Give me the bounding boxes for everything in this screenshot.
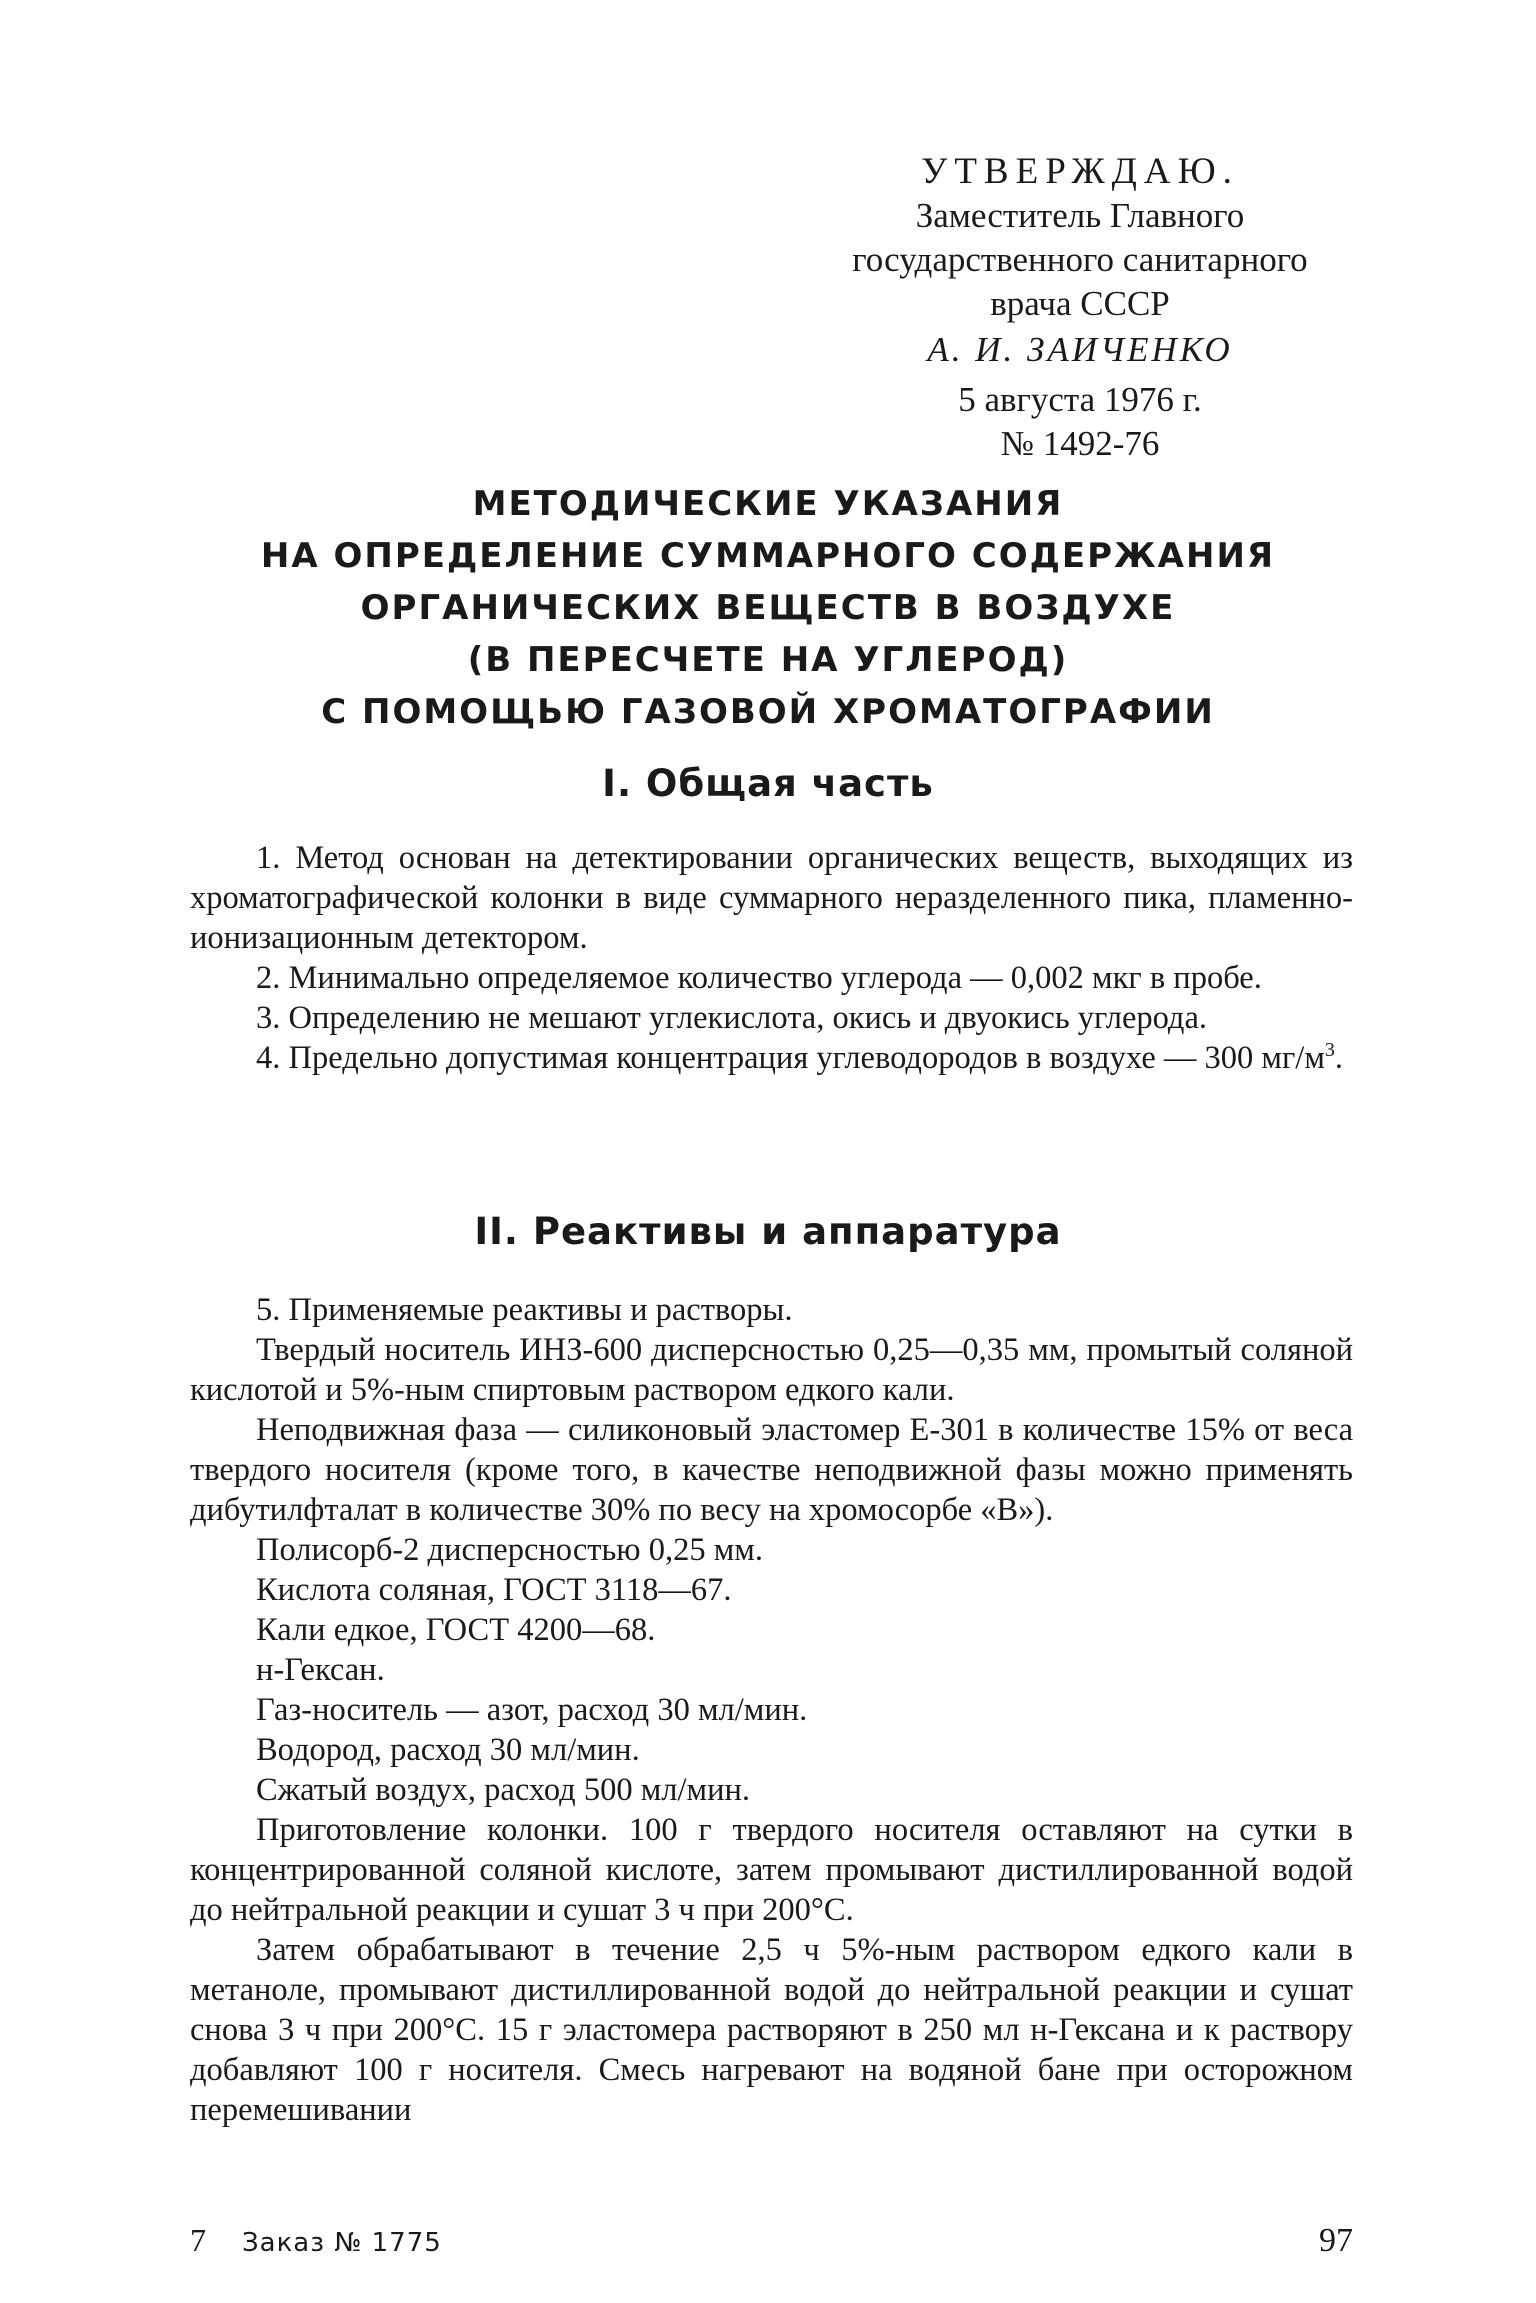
paragraph: н-Гексан.	[256, 1652, 385, 1688]
paragraph	[190, 1038, 1353, 1078]
paragraph: Полисорб-2 дисперсностью 0,25 мм.	[256, 1532, 763, 1568]
title-line: МЕТОДИЧЕСКИЕ УКАЗАНИЯ	[472, 484, 1064, 524]
page-number: 97	[1319, 2222, 1353, 2259]
title-line: С ПОМОЩЬЮ ГАЗОВОЙ ХРОМАТОГРАФИИ	[321, 692, 1215, 732]
paragraph: 5. Применяемые реактивы и растворы.	[256, 1292, 793, 1328]
section-reagents-body	[190, 1290, 1353, 2130]
footer-imprint	[190, 2222, 442, 2259]
approval-signer: А. И. ЗАИЧЕНКО	[927, 330, 1233, 369]
paragraph: Сжатый воздух, расход 500 мл/мин.	[256, 1772, 751, 1808]
approval-position-line3: врача СССР	[990, 284, 1170, 323]
order-number: Заказ № 1775	[242, 2228, 442, 2258]
approval-position-line1: Заместитель Главного	[915, 196, 1245, 235]
paragraph: 3. Определению не мешают углекислота, окись и двуокись углерода.	[256, 1000, 1208, 1036]
paragraph: Твердый носитель ИНЗ-600 дисперсностью 0,25—0,35 мм, промытый соляной кислотой и 5%-ным спиртовым раствором едкого кали.	[190, 1332, 1353, 1408]
title-line: НА ОПРЕДЕЛЕНИЕ СУММАРНОГО СОДЕРЖАНИЯ	[260, 536, 1276, 576]
paragraph-text: 4. Предельно допустимая концентрация углеводородов в воздухе — 300 мг/м	[256, 1040, 1325, 1076]
paragraph: 2. Минимально определяемое количество углерода — 0,002 мкг в пробе.	[256, 960, 1262, 996]
paragraph: Неподвижная фаза — силиконовый эластомер Е-301 в количестве 15% от веса твердого носителя (кроме того, в качестве неподвижной фазы можно применять дибутилфталат в количестве 30% по весу на хромосорбе «В»).	[190, 1412, 1353, 1528]
approval-number: № 1492-76	[1000, 424, 1160, 463]
paragraph-end: .	[1334, 1040, 1344, 1076]
document-title	[200, 478, 1336, 738]
signature-mark: 7	[190, 2222, 206, 2258]
section-general-body	[190, 838, 1353, 1078]
paragraph: Кали едкое, ГОСТ 4200—68.	[256, 1612, 656, 1648]
paragraph: Кислота соляная, ГОСТ 3118—67.	[256, 1572, 732, 1608]
paragraph: Газ-носитель — азот, расход 30 мл/мин.	[256, 1692, 808, 1728]
superscript: 3	[1324, 1039, 1335, 1062]
paragraph: 1. Метод основан на детектировании органических веществ, выходящих из хроматографической колонки в виде суммарного неразделенного пика, пламенно-ионизационным детектором.	[190, 840, 1353, 956]
approval-block	[800, 150, 1360, 466]
title-line: (В ПЕРЕСЧЕТЕ НА УГЛЕРОД)	[467, 640, 1069, 680]
title-line: ОРГАНИЧЕСКИХ ВЕЩЕСТВ В ВОЗДУХЕ	[360, 588, 1176, 628]
paragraph: Затем обрабатывают в течение 2,5 ч 5%-ным раствором едкого кали в метаноле, промывают дистиллированной водой до нейтральной реакции и сушат снова 3 ч при 200°С. 15 г эластомера растворяют в 250 мл н-Гексана и к раствору добавляют 100 г носителя. Смесь нагревают на водяной бане при осторожном перемешивании	[190, 1932, 1353, 2128]
approval-position-line2: государственного санитарного	[852, 240, 1308, 279]
paragraph: Водород, расход 30 мл/мин.	[256, 1732, 640, 1768]
section-heading-reagents: II. Реактивы и аппаратура	[474, 1210, 1062, 1253]
paragraph: Приготовление колонки. 100 г твердого носителя оставляют на сутки в концентрированной соляной кислоте, затем промывают дистиллированной водой до нейтральной реакции и сушат 3 ч при 200°С.	[190, 1812, 1353, 1928]
approval-heading: УТВЕРЖДАЮ.	[921, 151, 1239, 192]
approval-date: 5 августа 1976 г.	[958, 380, 1202, 419]
section-heading-general: I. Общая часть	[602, 762, 934, 805]
